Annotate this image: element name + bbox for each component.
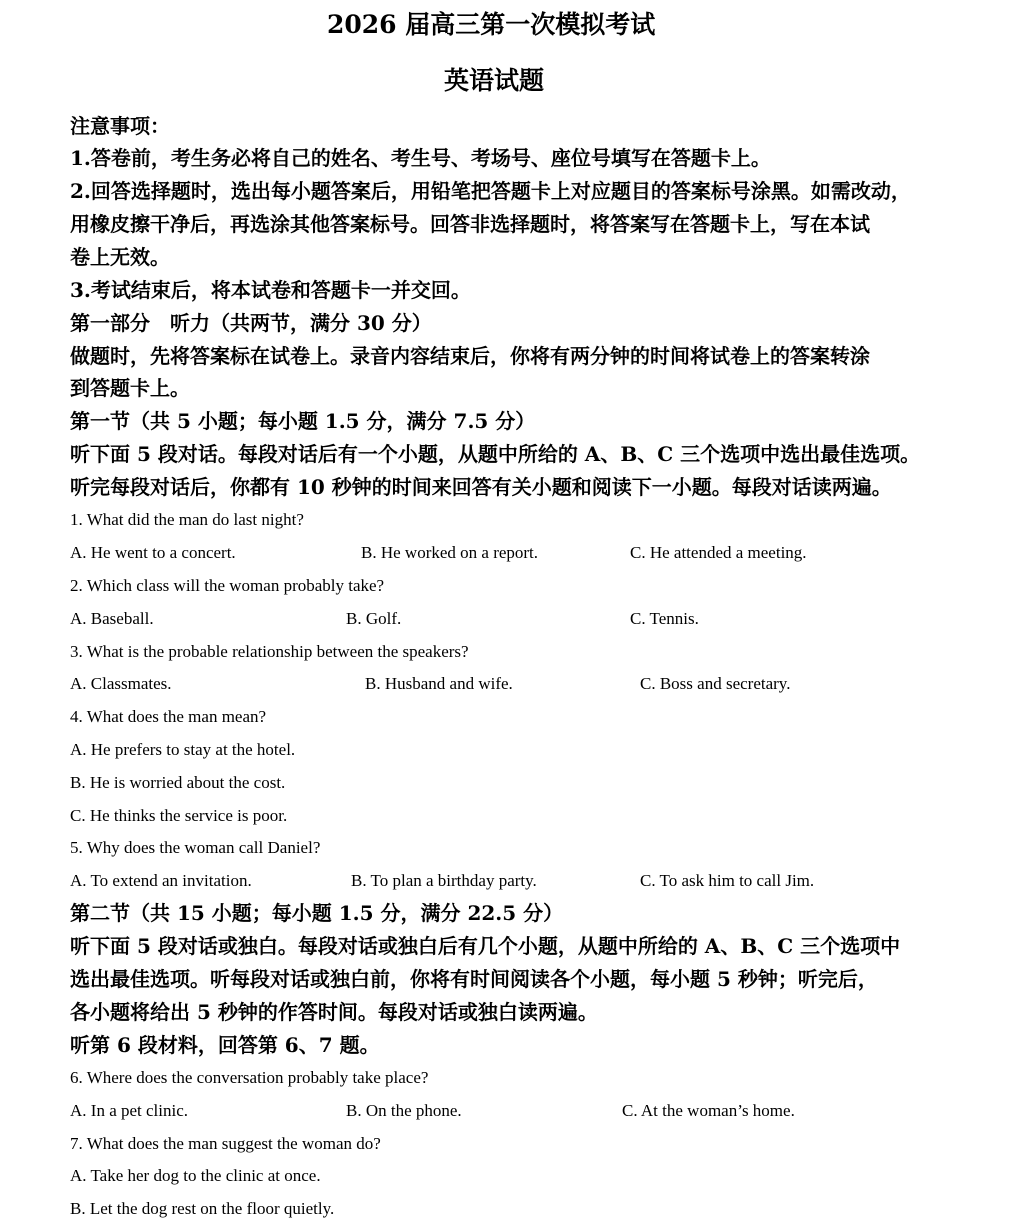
option-b: B. Golf. <box>346 609 402 628</box>
section2-intro: 各小题将给出 5 秒钟的作答时间。每段对话或独白读两遍。 <box>70 1000 598 1024</box>
question-stem: 3. What is the probable relationship between the speakers? <box>70 642 469 661</box>
section1-heading: 第一节（共 5 小题；每小题 1.5 分，满分 7.5 分） <box>70 409 536 433</box>
option-b: B. He is worried about the cost. <box>70 773 286 792</box>
question-stem: 7. What does the man suggest the woman do? <box>70 1134 381 1153</box>
option-c: C. To ask him to call Jim. <box>640 871 815 890</box>
note-item: 1.答卷前，考生务必将自己的姓名、考生号、考场号、座位号填写在答题卡上。 <box>70 146 771 170</box>
option-a: A. He went to a concert. <box>70 543 236 562</box>
note-item: 卷上无效。 <box>70 245 170 269</box>
option-b: B. On the phone. <box>346 1101 462 1120</box>
question-stem: 1. What did the man do last night? <box>70 510 304 529</box>
option-c: C. At the woman’s home. <box>622 1101 795 1120</box>
option-b: B. He worked on a report. <box>361 543 539 562</box>
option-a: A. To extend an invitation. <box>70 871 252 890</box>
notes-heading: 注意事项： <box>70 114 170 138</box>
material-heading: 听第 6 段材料，回答第 6、7 题。 <box>70 1033 380 1057</box>
option-b: B. To plan a birthday party. <box>351 871 537 890</box>
option-b: B. Husband and wife. <box>365 674 513 693</box>
exam-title: 2026 届高三第一次模拟考试 <box>327 10 656 39</box>
option-a: A. Baseball. <box>70 609 154 628</box>
section2-heading: 第二节（共 15 小题；每小题 1.5 分，满分 22.5 分） <box>70 901 564 925</box>
part1-intro: 到答题卡上。 <box>70 376 190 400</box>
note-item: 3.考试结束后，将本试卷和答题卡一并交回。 <box>70 278 471 302</box>
question-stem: 6. Where does the conversation probably take place? <box>70 1068 429 1087</box>
option-a: A. He prefers to stay at the hotel. <box>70 740 296 759</box>
part1-intro: 做题时，先将答案标在试卷上。录音内容结束后，你将有两分钟的时间将试卷上的答案转涂 <box>70 344 870 368</box>
option-c: C. Tennis. <box>630 609 699 628</box>
section2-intro: 选出最佳选项。听每段对话或独白前，你将有时间阅读各个小题，每小题 5 秒钟；听完后， <box>70 967 878 991</box>
question-stem: 4. What does the man mean? <box>70 707 267 726</box>
option-a: A. In a pet clinic. <box>70 1101 189 1120</box>
question-stem: 2. Which class will the woman probably take? <box>70 576 385 595</box>
option-b: B. Let the dog rest on the floor quietly. <box>70 1199 335 1218</box>
section2-intro: 听下面 5 段对话或独白。每段对话或独白后有几个小题，从题中所给的 A、B、C 三个选项中 <box>70 934 901 958</box>
part1-heading: 第一部分 听力（共两节，满分 30 分） <box>70 311 432 335</box>
section1-intro: 听完每段对话后，你都有 10 秒钟的时间来回答有关小题和阅读下一小题。每段对话读两遍。 <box>70 475 892 499</box>
option-c: C. He attended a meeting. <box>630 543 807 562</box>
option-a: A. Classmates. <box>70 674 172 693</box>
note-item: 2.回答选择题时，选出每小题答案后，用铅笔把答题卡上对应题目的答案标号涂黑。如需改动， <box>70 179 911 203</box>
subject-title: 英语试题 <box>444 66 545 95</box>
option-c: C. He thinks the service is poor. <box>70 806 288 825</box>
note-item: 用橡皮擦干净后，再选涂其他答案标号。回答非选择题时，将答案写在答题卡上，写在本试 <box>70 212 870 236</box>
section1-intro: 听下面 5 段对话。每段对话后有一个小题，从题中所给的 A、B、C 三个选项中选出最佳选项。 <box>70 442 921 466</box>
option-c: C. Boss and secretary. <box>640 674 791 693</box>
question-stem: 5. Why does the woman call Daniel? <box>70 838 321 857</box>
option-a: A. Take her dog to the clinic at once. <box>70 1166 321 1185</box>
